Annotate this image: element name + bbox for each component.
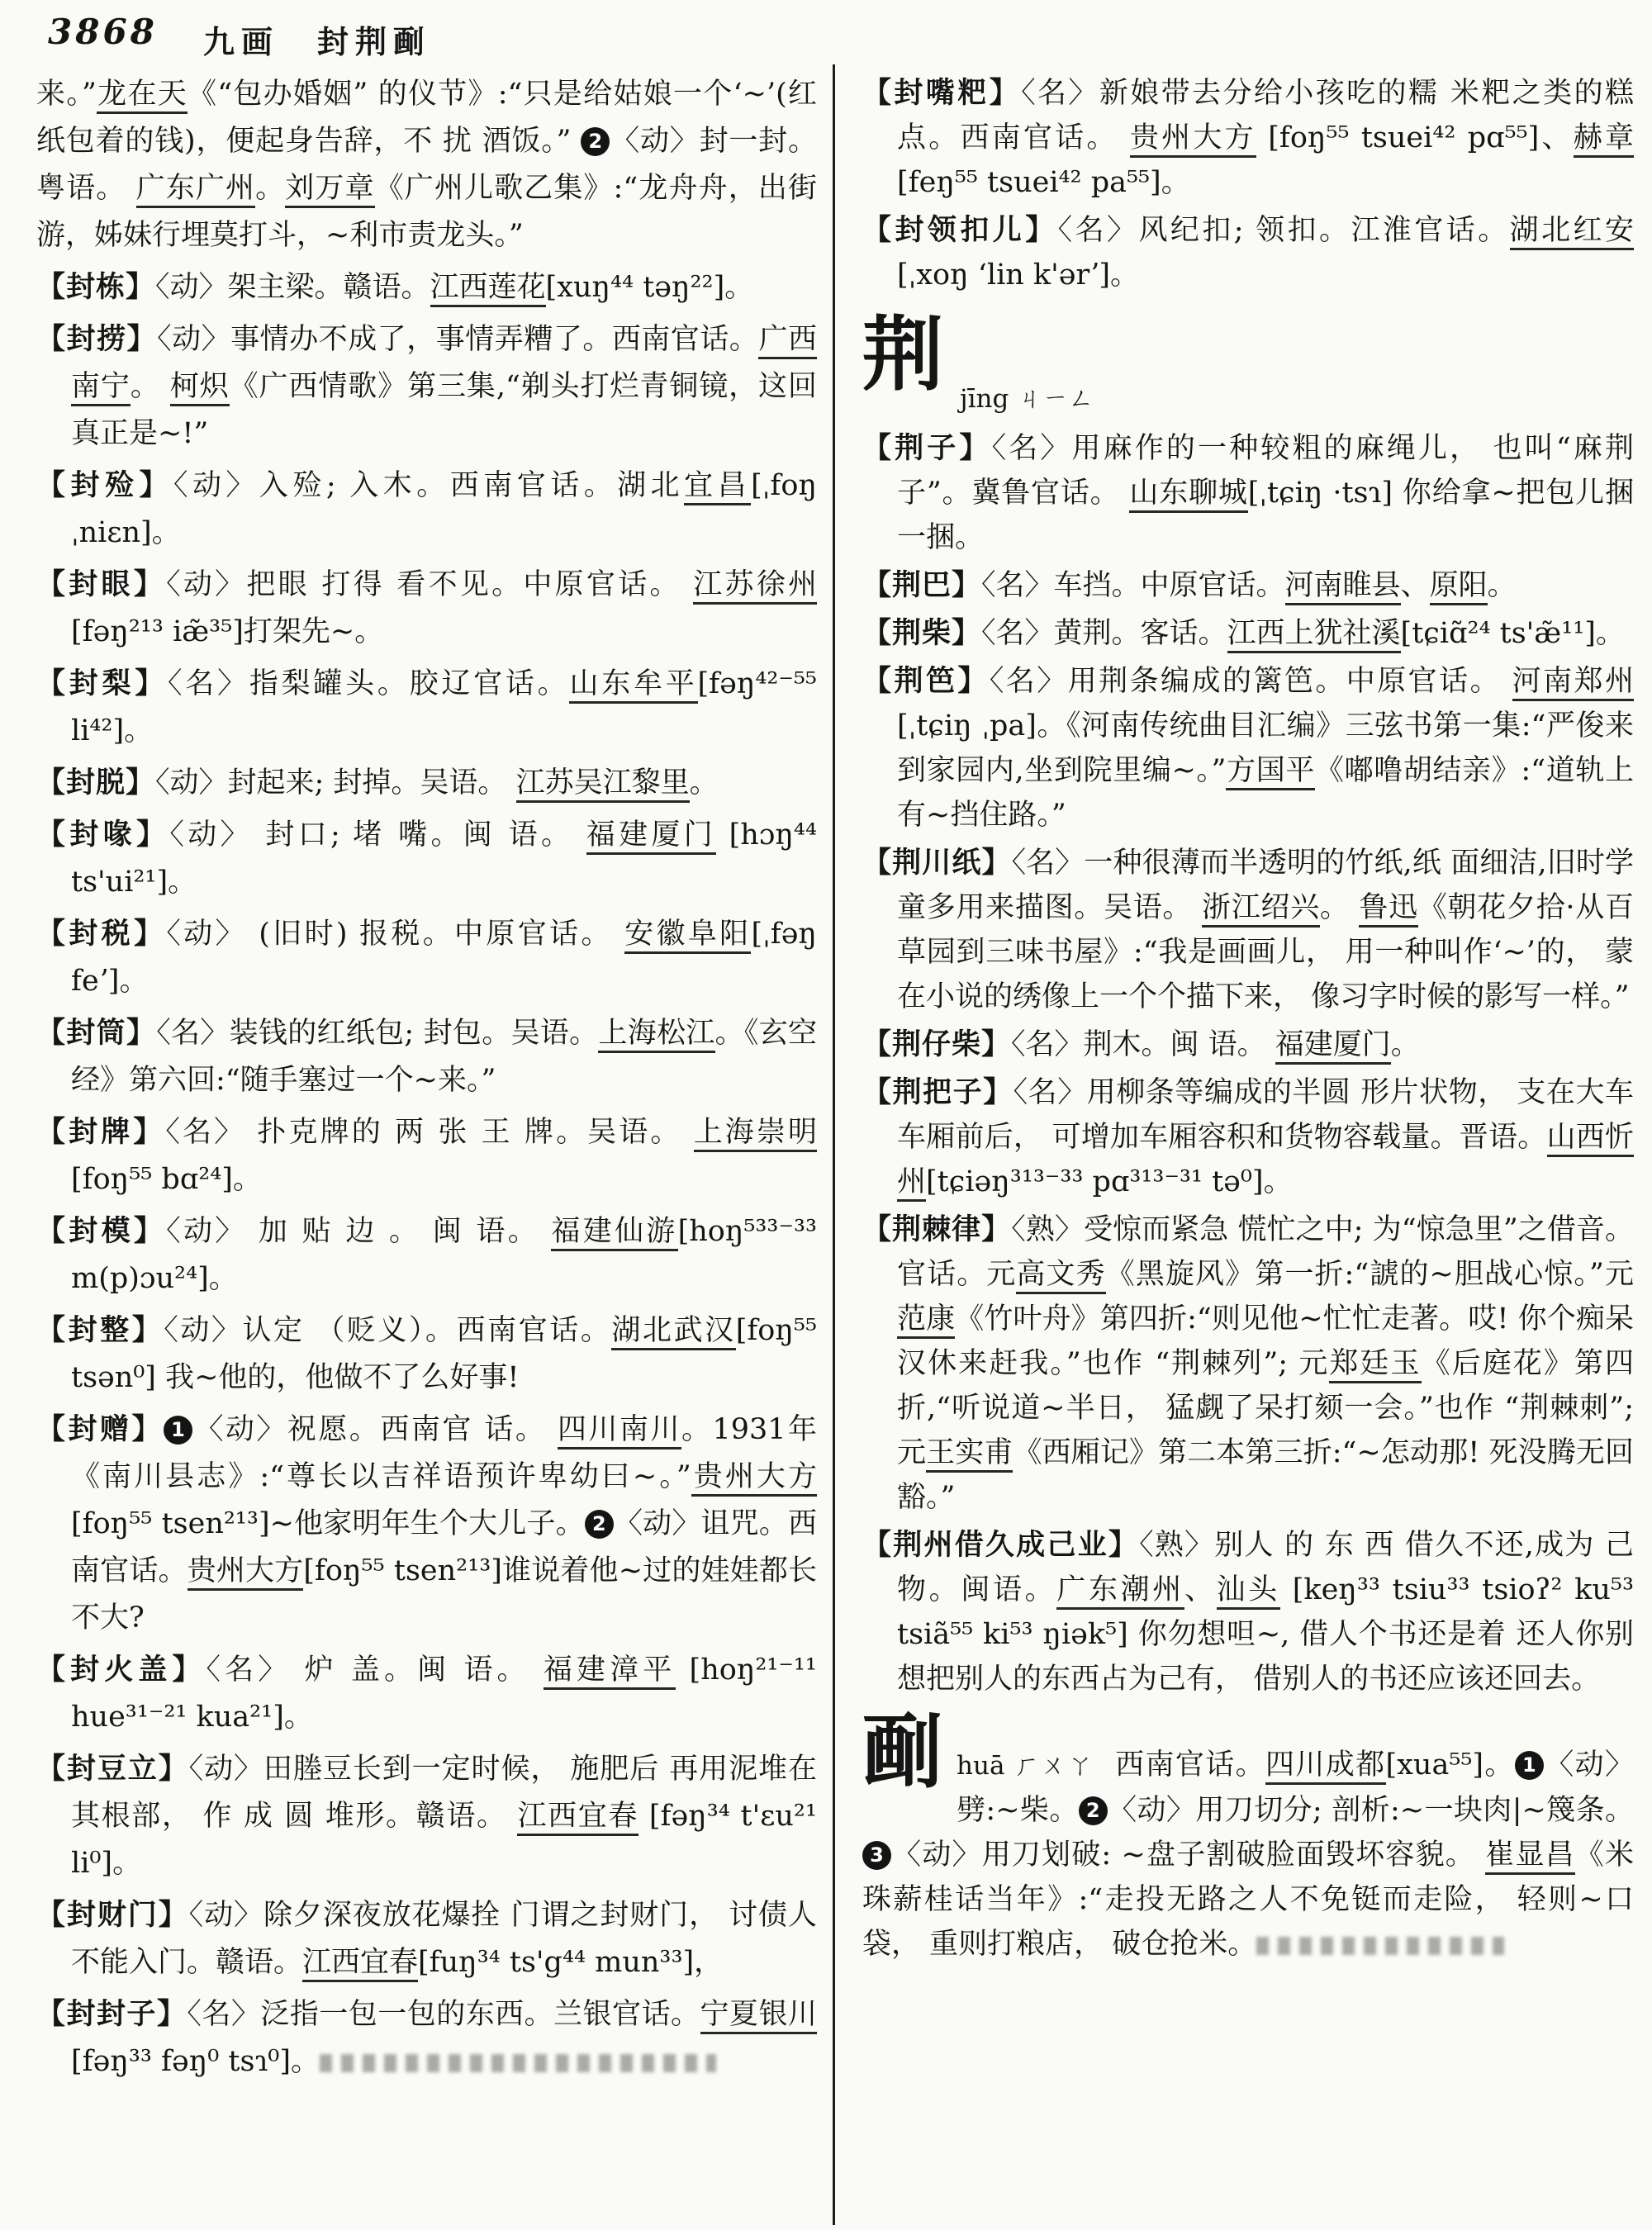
entry-text: 〈动〉认定 （贬义）。西南官话。 bbox=[164, 1314, 612, 1347]
entry-text: 。 bbox=[130, 370, 170, 403]
entry-text: 〈名〉新娘带去分给小孩吃的糯 米粑之类的糕点。西南官话。 bbox=[897, 77, 1634, 154]
entry-text: 〈名〉用麻作的一种较粗的麻绳儿， 也叫“麻荆子”。冀鲁官话。 bbox=[897, 432, 1634, 510]
entry-text: 〈动〉封起来; 封掉。吴语。 bbox=[155, 766, 516, 799]
dictionary-entry bbox=[862, 1208, 1634, 1520]
entry-headword: 【封嘴粑】 bbox=[862, 76, 1022, 110]
entry-text: 〈名〉用荆条编成的篱笆。中原官话。 bbox=[989, 665, 1512, 698]
proper-noun: 山东聊城 bbox=[1129, 477, 1247, 513]
entry-headword: 【封捞】 bbox=[36, 322, 158, 356]
entry-headword: 【封殓】 bbox=[36, 468, 173, 502]
entry-text: 《“包办婚姻” 的仪节》:“只是给姑娘一个‘~’(红纸包着的钱)，便起身告辞，不 扰 酒饭。” bbox=[36, 78, 817, 158]
entry-headword: 【荆子】 bbox=[862, 431, 992, 465]
left-column bbox=[36, 71, 817, 2090]
entry-text: [hoŋ²¹⁻¹¹ hue³¹⁻²¹ kua²¹]。 bbox=[71, 1654, 817, 1734]
illegible-smudge bbox=[320, 2054, 716, 2072]
entry-text: 、 bbox=[1184, 1573, 1217, 1606]
dictionary-entry bbox=[36, 1646, 817, 1741]
section-character: 㓰 bbox=[862, 1705, 944, 1800]
proper-noun: 刘万章 bbox=[285, 172, 374, 208]
proper-noun: 赫章 bbox=[1574, 121, 1634, 158]
entry-text: 、 bbox=[1400, 569, 1430, 602]
dictionary-entry bbox=[862, 563, 1634, 608]
entry-headword: 【封赠】 bbox=[36, 1412, 164, 1446]
entry-text: 。《玄空经》第六回:“随手塞过一个~来。” bbox=[71, 1017, 817, 1097]
proper-noun: 上海崇明 bbox=[694, 1116, 817, 1152]
dictionary-entry bbox=[862, 1022, 1634, 1067]
proper-noun: 广东广州 bbox=[136, 172, 255, 208]
proper-noun: 四川南川 bbox=[558, 1413, 681, 1450]
entry-text: 《竹叶舟》第四折:“则见他~忙忙走著。哎! 你个痴呆汉休来赶我。”也作 “荆棘列”; 元 bbox=[897, 1302, 1634, 1380]
entry-headword: 【封税】 bbox=[36, 917, 167, 951]
entry-text: [fəŋ²¹³ iæ̃³⁵]打架先~。 bbox=[71, 615, 384, 648]
dictionary-entry bbox=[36, 759, 817, 807]
dictionary-entry bbox=[862, 71, 1634, 205]
dictionary-entry bbox=[36, 316, 817, 458]
dictionary-entry bbox=[862, 611, 1634, 656]
proper-noun: 江西上犹社溪 bbox=[1227, 617, 1401, 653]
sense-number-badge: 2 bbox=[1079, 1796, 1108, 1825]
entry-text: 《黑旋风》第一折:“諕的~胆战心惊。”元 bbox=[1105, 1258, 1634, 1291]
proper-noun: 广西南宁 bbox=[71, 323, 817, 406]
entry-text: [foŋ⁵⁵ bɑ²⁴]。 bbox=[71, 1163, 262, 1196]
entry-headword: 【封喙】 bbox=[36, 818, 170, 852]
entry-text: [tɕiɑ̃²⁴ ts'æ̃¹¹]。 bbox=[1400, 617, 1625, 650]
page-header: 九画 封荆㓰 bbox=[203, 23, 432, 60]
entry-text: [feŋ⁵⁵ tsuei⁴² pa⁵⁵]。 bbox=[897, 166, 1190, 199]
proper-noun: 贵州大方 bbox=[1130, 121, 1256, 158]
entry-text: 〈熟〉受惊而紧急 慌忙之中; 为“惊急里”之借音。官话。元 bbox=[897, 1213, 1634, 1291]
section-pinyin: jīng ㄐㄧㄥ bbox=[960, 384, 1094, 414]
entry-headword: 【封栋】 bbox=[36, 270, 156, 304]
entry-text: 〈动〉用刀切分; 剖析:~一块肉|~篾条。 bbox=[1107, 1794, 1634, 1827]
proper-noun: 江西莲花 bbox=[430, 271, 546, 307]
entry-text: [hoŋ⁵³³⁻³³ m(p)ɔu²⁴]。 bbox=[71, 1215, 817, 1295]
proper-noun: 宁夏银川 bbox=[700, 1998, 817, 2034]
entry-text: 〈名〉荆木。闽 语。 bbox=[1011, 1028, 1275, 1061]
dictionary-entry bbox=[36, 263, 817, 311]
dictionary-entry bbox=[36, 1108, 817, 1203]
dictionary-entry bbox=[36, 1307, 817, 1402]
entry-text: 〈名〉黄荆。客话。 bbox=[981, 617, 1227, 650]
entry-text: 。 bbox=[1390, 1028, 1420, 1061]
proper-noun: 宜昌 bbox=[684, 469, 751, 505]
dictionary-entry bbox=[36, 561, 817, 656]
entry-text: [ˌtɕiŋ ˌpa]。《河南传统曲目汇编》三弦书第一集:“严俊来到家园内,坐到院里编~。” bbox=[897, 709, 1634, 787]
entry-text: 〈名〉 扑克牌的 两 张 王 牌。吴语。 bbox=[165, 1116, 694, 1149]
proper-noun: 崔显昌 bbox=[1485, 1839, 1575, 1875]
entry-headword: 【封牌】 bbox=[36, 1115, 166, 1149]
entry-text: 〈名〉一种很薄而半透明的竹纸,纸 面细洁,旧时学童多用来描图。吴语。 bbox=[897, 847, 1634, 924]
entry-text: 〈名〉泛指一包一包的东西。兰银官话。 bbox=[187, 1998, 700, 2031]
entry-headword: 【封模】 bbox=[36, 1214, 167, 1248]
section-entry bbox=[862, 1706, 1634, 1967]
entry-headword: 【封领扣儿】 bbox=[862, 213, 1058, 247]
section-entry-body bbox=[862, 1706, 1634, 1967]
proper-noun: 贵州大方 bbox=[691, 1460, 817, 1497]
proper-noun: 高文秀 bbox=[1016, 1258, 1105, 1294]
entry-text: 来。” bbox=[36, 78, 97, 111]
dictionary-entry bbox=[862, 426, 1634, 560]
entry-text: 〈名〉风纪扣; 领扣。江淮官话。 bbox=[1057, 214, 1510, 247]
entry-text: [keŋ³³ tsiu³³ tsioʔ² ku⁵³ tsiã⁵⁵ ki⁵³ ŋiək⁵] 你勿想呾~, 借人个书还是着 还人你别想把别人的东西占为己有， 借别人的书还应该还回去。 bbox=[897, 1573, 1634, 1696]
entry-text: 〈动〉祝愿。西南官 话。 bbox=[192, 1413, 558, 1446]
proper-noun: 四川成都 bbox=[1265, 1748, 1386, 1785]
dictionary-entry bbox=[862, 1523, 1634, 1701]
entry-text: [ˌfoŋ ˌniɛn]。 bbox=[71, 469, 817, 549]
entry-text: 《后庭花》第四折,“听说道~半日， 猛觑了呆打颏一会。”也作 “荆棘刺”; 元 bbox=[897, 1347, 1634, 1469]
entry-text: 〈动〉把眼 打得 看不见。中原官话。 bbox=[166, 568, 694, 601]
entry-headword: 【封封子】 bbox=[36, 1997, 188, 2031]
entry-text: [ˌtɕiŋ ·tsɿ] 你给拿~把包儿捆一捆。 bbox=[897, 477, 1634, 554]
entry-headword: 【荆柴】 bbox=[862, 616, 982, 650]
proper-noun: 广东潮州 bbox=[1056, 1573, 1184, 1610]
entry-text: [fəŋ³⁴ t'ɛu²¹ li⁰]。 bbox=[71, 1800, 817, 1880]
entry-text: 〈动〉架主梁。赣语。 bbox=[155, 271, 430, 304]
proper-noun: 方国平 bbox=[1226, 754, 1315, 790]
proper-noun: 江西宜春 bbox=[517, 1800, 638, 1836]
entry-headword: 【封整】 bbox=[36, 1313, 164, 1347]
entry-text: 〈熟〉别人 的 东 西 借久不还,成为 己 物。闽语。 bbox=[897, 1529, 1634, 1606]
entry-headword: 【荆州借久成己业】 bbox=[862, 1528, 1140, 1562]
entry-text: 〈名〉装钱的红纸包; 封包。吴语。 bbox=[156, 1017, 599, 1050]
entry-text: [hɔŋ⁴⁴ ts'ui²¹]。 bbox=[71, 818, 817, 899]
entry-text: 。1931年《南川县志》:“尊长以吉祥语预许卑幼曰~。” bbox=[71, 1413, 817, 1493]
proper-noun: 王实甫 bbox=[926, 1436, 1013, 1473]
entry-headword: 【荆巴】 bbox=[862, 568, 982, 602]
proper-noun: 湖北武汉 bbox=[611, 1314, 735, 1350]
proper-noun: 福建厦门 bbox=[1275, 1028, 1391, 1065]
dictionary-entry bbox=[36, 1406, 817, 1642]
entry-text: [ˌfəŋ feʼ]。 bbox=[71, 918, 817, 998]
entry-text: [foŋ⁵⁵ tsən⁰] 我~他的，他做不了么好事! bbox=[71, 1314, 817, 1394]
proper-noun: 山西忻州 bbox=[897, 1121, 1634, 1202]
proper-noun: 河南睢县 bbox=[1285, 569, 1401, 605]
entry-headword: 【封筒】 bbox=[36, 1016, 157, 1050]
sense-number-badge: 3 bbox=[862, 1841, 891, 1870]
entry-text: 〈动〉入殓; 入木。西南官话。湖北 bbox=[173, 469, 685, 502]
entry-text: [ˌxoŋ ʻlin k'ərʼ]。 bbox=[897, 259, 1139, 292]
dictionary-entry bbox=[36, 1891, 817, 1986]
entry-headword: 【封脱】 bbox=[36, 766, 156, 799]
sense-number-badge: 1 bbox=[1515, 1751, 1544, 1780]
dictionary-entry bbox=[862, 659, 1634, 837]
proper-noun: 江苏徐州 bbox=[693, 568, 817, 605]
right-column bbox=[862, 71, 1634, 1975]
entry-text: 〈动〉劈:~柴。 bbox=[957, 1748, 1634, 1827]
proper-noun: 江苏吴江黎里 bbox=[516, 766, 690, 803]
entry-text: 。 bbox=[1319, 891, 1360, 924]
proper-noun: 龙在天 bbox=[97, 78, 188, 114]
dictionary-entry bbox=[36, 1990, 817, 2085]
entry-text: 〈名〉车挡。中原官话。 bbox=[981, 569, 1285, 602]
proper-noun: 河南郑州 bbox=[1512, 665, 1634, 701]
entry-text: 《朝花夕拾·从百草园到三味书屋》:“我是画画儿， 用一种叫作‘~’的， 蒙在小说的绣像上一个个描下来， 像习字时候的影写一样。” bbox=[897, 891, 1634, 1013]
proper-noun: 安徽阜阳 bbox=[624, 918, 751, 954]
entry-text: [fəŋ³³ fəŋ⁰ tsɿ⁰]。 bbox=[71, 2045, 320, 2078]
dictionary-entry bbox=[862, 1070, 1634, 1204]
entry-text: 《广州儿歌乙集》:“龙舟舟，出街游，姊妹行埋莫打斗，~利市责龙头。” bbox=[36, 172, 817, 252]
dictionary-entry bbox=[36, 1745, 817, 1887]
section-pinyin: huā ㄏㄨㄚ bbox=[957, 1751, 1104, 1781]
entry-headword: 【封豆立】 bbox=[36, 1752, 189, 1786]
entry-text: 〈动〉用刀划破: ~盘子割破脸面毁坏容貌。 bbox=[891, 1839, 1486, 1872]
entry-text: [fəŋ⁴²⁻⁵⁵ li⁴²]。 bbox=[71, 667, 817, 747]
entry-text: [foŋ⁵⁵ tsen²¹³]~他家明年生个大儿子。 bbox=[71, 1507, 585, 1540]
proper-noun: 浙江绍兴 bbox=[1202, 891, 1320, 928]
proper-noun: 柯炽 bbox=[170, 370, 230, 406]
entry-text: [fuŋ³⁴ ts'g⁴⁴ mun³³]， bbox=[418, 1946, 724, 1979]
page-number: 3868 bbox=[48, 12, 158, 52]
entry-text: 〈动〉 加 贴 边 。 闽 语。 bbox=[166, 1215, 552, 1248]
entry-text: 《米珠薪桂话当年》:“走投无路之人不免铤而走险， 轻则~口袋， 重则打粮店， 破仓抢米。 bbox=[862, 1839, 1634, 1961]
proper-noun: 山东牟平 bbox=[569, 667, 697, 704]
entry-headword: 【荆棘律】 bbox=[862, 1212, 1012, 1246]
entry-text: [xua⁵⁵]。 bbox=[1385, 1748, 1515, 1782]
continuation-paragraph bbox=[36, 71, 817, 259]
entry-headword: 【封财门】 bbox=[36, 1898, 189, 1932]
dictionary-entry bbox=[36, 660, 817, 755]
entry-text: 〈动〉事情办不成了，事情弄糟了。西南官话。 bbox=[157, 323, 759, 356]
entry-text: [xuŋ⁴⁴ təŋ²²]。 bbox=[545, 271, 754, 304]
entry-headword: 【荆把子】 bbox=[862, 1075, 1014, 1109]
proper-noun: 鲁迅 bbox=[1359, 891, 1417, 928]
entry-headword: 【封眼】 bbox=[36, 567, 167, 601]
entry-text: 〈动〉 封口; 堵 嘴。闽 语。 bbox=[169, 818, 586, 852]
proper-noun: 范康 bbox=[897, 1302, 955, 1339]
illegible-smudge bbox=[1256, 1937, 1504, 1955]
proper-noun: 福建漳平 bbox=[544, 1654, 676, 1690]
sense-number-badge: 1 bbox=[164, 1416, 192, 1445]
dictionary-entry bbox=[36, 910, 817, 1005]
entry-text: 〈名〉用柳条等编成的半圆 形片状物， 支在大车车厢前后， 可增加车厢容积和货物容载量。晋语。 bbox=[897, 1076, 1634, 1154]
sense-number-badge: 2 bbox=[581, 127, 610, 156]
sense-number-badge: 2 bbox=[585, 1510, 614, 1539]
section-character: 荆 bbox=[862, 307, 944, 402]
column-divider bbox=[833, 64, 835, 2225]
proper-noun: 江西宜春 bbox=[302, 1946, 418, 1982]
entry-headword: 【荆川纸】 bbox=[862, 846, 1012, 880]
entry-text: 〈动〉诅咒。西南官话。 bbox=[71, 1507, 817, 1587]
entry-text: 〈动〉除夕深夜放花爆拴 门谓之封财门， 讨债人不能入门。赣语。 bbox=[71, 1899, 817, 1979]
entry-text: 《嘟噜胡结亲》:“道轨上有~挡住路。” bbox=[897, 754, 1634, 832]
entry-text: 西南官话。 bbox=[1115, 1748, 1265, 1782]
entry-text: 。 bbox=[1487, 569, 1517, 602]
entry-text: 《西厢记》第二本第三折:“~怎动那! 死没腾无回豁。” bbox=[897, 1436, 1634, 1514]
entry-headword: 【荆笆】 bbox=[862, 664, 990, 698]
proper-noun: 湖北红安 bbox=[1510, 214, 1634, 250]
entry-text: [tɕiəŋ³¹³⁻³³ pɑ³¹³⁻³¹ tə⁰]。 bbox=[926, 1165, 1293, 1198]
proper-noun: 上海松江 bbox=[598, 1017, 714, 1053]
entry-text: [foŋ⁵⁵ tsuei⁴² pɑ⁵⁵]、 bbox=[1256, 121, 1574, 154]
dictionary-entry bbox=[36, 1208, 817, 1302]
entry-text: 《广西情歌》第三集,“剃头打烂青铜镜，这回真正是~!” bbox=[71, 370, 817, 450]
dictionary-entry bbox=[36, 811, 817, 906]
proper-noun: 原阳 bbox=[1430, 569, 1488, 605]
entry-text: 〈动〉田塍豆长到一定时候， 施肥后 再用泥堆在其根部， 作 成 圆 堆形。赣语。 bbox=[71, 1753, 817, 1833]
section-heading bbox=[862, 309, 1634, 423]
dictionary-entry bbox=[36, 1009, 817, 1104]
entry-headword: 【荆仔柴】 bbox=[862, 1027, 1012, 1061]
entry-text: 〈动〉封一封。粤语。 bbox=[36, 125, 817, 205]
proper-noun: 福建厦门 bbox=[586, 818, 716, 855]
proper-noun: 福建仙游 bbox=[551, 1215, 677, 1251]
proper-noun: 贵州大方 bbox=[188, 1554, 304, 1591]
entry-headword: 【封火盖】 bbox=[36, 1653, 206, 1687]
entry-text: 〈动〉 (旧时) 报税。中原官话。 bbox=[166, 918, 625, 951]
proper-noun: 汕头 bbox=[1217, 1573, 1280, 1610]
dictionary-entry bbox=[862, 208, 1634, 297]
proper-noun: 郑廷玉 bbox=[1329, 1347, 1421, 1383]
entry-text: 。 bbox=[689, 766, 719, 799]
dictionary-entry bbox=[36, 462, 817, 557]
dictionary-entry bbox=[862, 841, 1634, 1019]
entry-text: 〈名〉 炉 盖。闽 语。 bbox=[206, 1654, 544, 1687]
entry-text: [foŋ⁵⁵ tsen²¹³]谁说着他~过的娃娃都长不大? bbox=[71, 1554, 817, 1635]
entry-text: 。 bbox=[255, 172, 286, 205]
entry-text: 〈名〉指梨罐头。胶辽官话。 bbox=[168, 667, 570, 700]
entry-headword: 【封梨】 bbox=[36, 667, 169, 700]
